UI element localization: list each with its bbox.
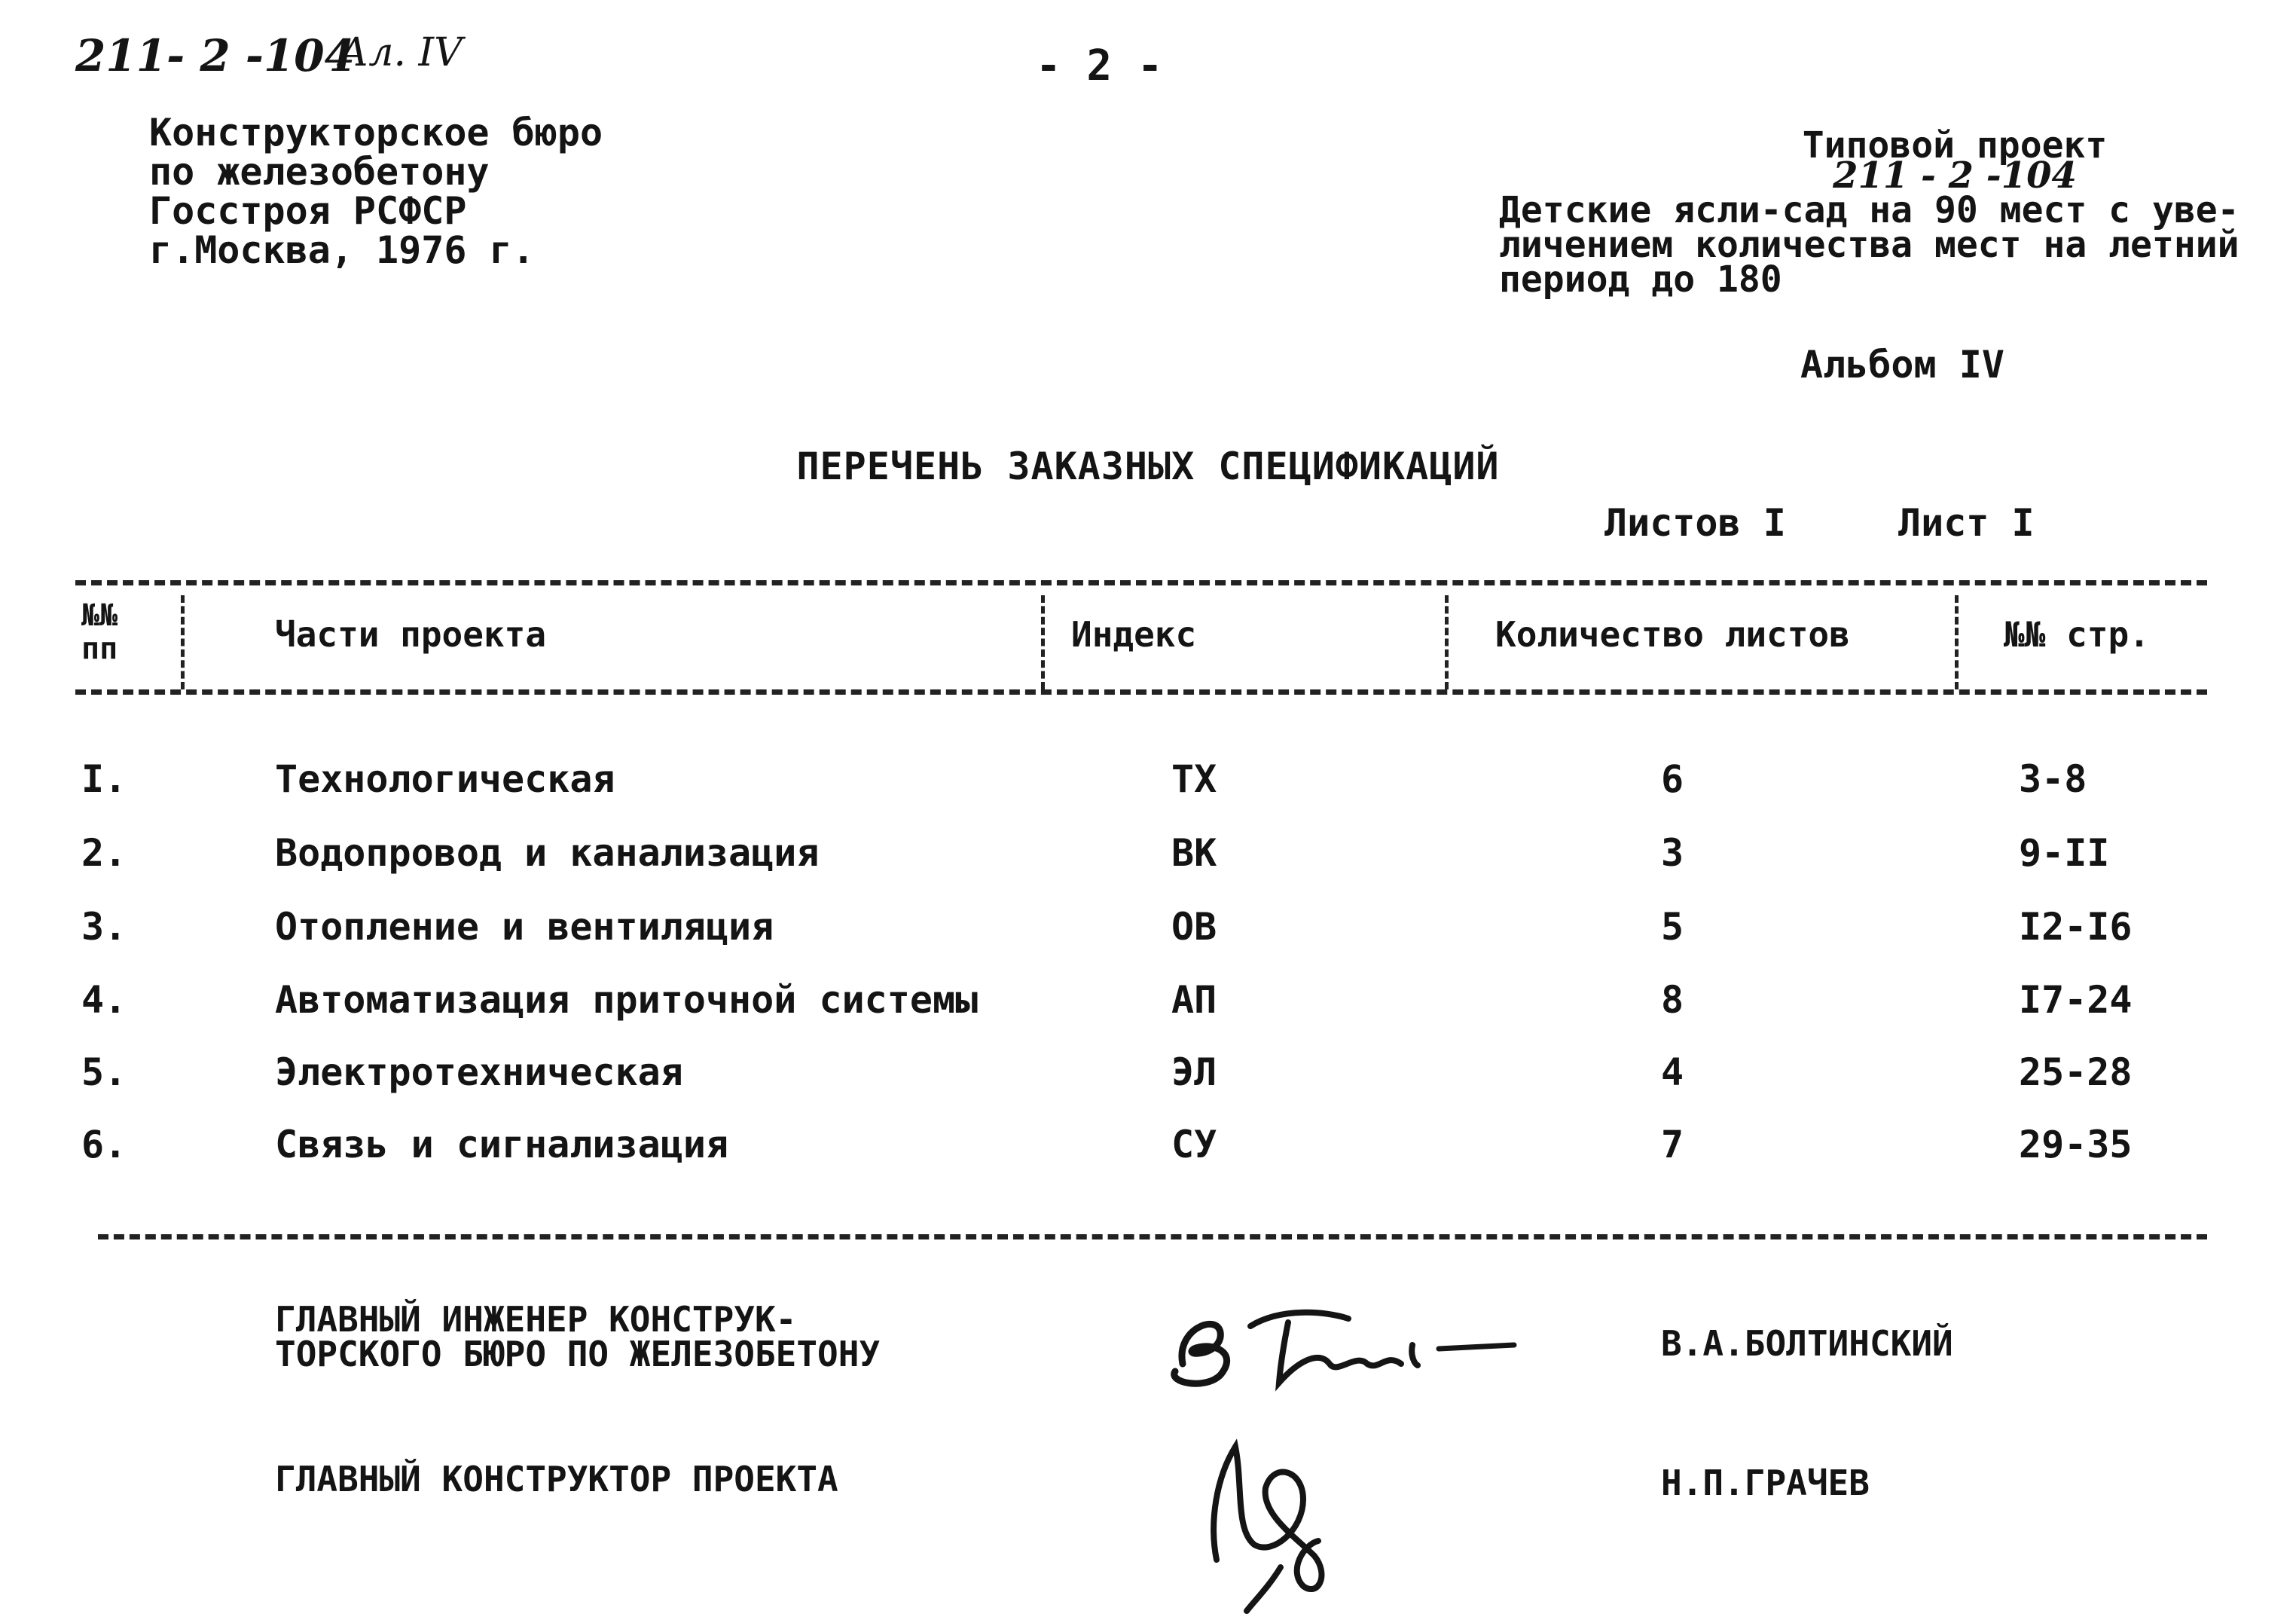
table-bottom-rule bbox=[98, 1234, 2207, 1239]
table-row: 6. Связь и сигнализация СУ 7 29-35 bbox=[81, 1123, 2133, 1166]
page-number: - 2 - bbox=[1036, 41, 1163, 90]
column-separator bbox=[1041, 595, 1045, 689]
signature-mark bbox=[1153, 1281, 1529, 1401]
col-header-qty: Количество листов bbox=[1495, 614, 1850, 655]
chief-designer-title: ГЛАВНЫЙ КОНСТРУКТОР ПРОЕКТА bbox=[275, 1459, 838, 1499]
project-block bbox=[1499, 124, 2260, 301]
chief-designer-name: Н.П.ГРАЧЕВ bbox=[1661, 1463, 1870, 1503]
bureau-line: по железобетону bbox=[149, 150, 490, 194]
document-code: 211- 2 -104 bbox=[75, 30, 356, 81]
chief-engineer-name: В.А.БОЛТИНСКИЙ bbox=[1661, 1323, 1953, 1364]
album-mark: Ал. IV bbox=[339, 30, 463, 75]
col-header-num: №№ пп bbox=[81, 598, 118, 666]
table-header-rule bbox=[75, 689, 2207, 695]
bureau-block bbox=[149, 113, 603, 270]
sheet-number: Лист I bbox=[1898, 501, 2035, 545]
album-label: Альбом IV bbox=[1800, 343, 2004, 387]
project-desc: Детские ясли-сад на 90 мест с уве- bbox=[1499, 189, 2240, 231]
table-top-rule bbox=[75, 580, 2207, 585]
project-number: 211 - 2 -104 bbox=[1833, 154, 2077, 197]
bureau-line: Госстроя РСФСР bbox=[149, 189, 467, 233]
table-row: I. Технологическая ТХ 6 3-8 bbox=[81, 757, 2087, 801]
project-desc: личением количества мест на летний bbox=[1499, 224, 2240, 266]
project-desc: период до 180 bbox=[1499, 258, 1782, 301]
signature-mark bbox=[1190, 1417, 1356, 1620]
bureau-line: г.Москва, 1976 г. bbox=[149, 228, 535, 272]
project-label: Типовой проект bbox=[1802, 124, 2108, 167]
col-header-part: Части проекта bbox=[275, 614, 547, 655]
table-row: 3. Отопление и вентиляция ОВ 5 I2-I6 bbox=[81, 905, 2133, 949]
bureau-line: Конструкторское бюро bbox=[149, 111, 603, 154]
table-row: 2. Водопровод и канализация ВК 3 9-II bbox=[81, 831, 2110, 875]
col-header-pages: №№ стр. bbox=[2004, 614, 2150, 655]
chief-engineer-title: ГЛАВНЫЙ ИНЖЕНЕР КОНСТРУК- ТОРСКОГО БЮРО ПО ЖЕЛЕЗОБЕТОНУ bbox=[275, 1299, 881, 1374]
sheets-count: Листов I bbox=[1604, 501, 1786, 545]
col-header-index: Индекс bbox=[1071, 614, 1197, 655]
column-separator bbox=[181, 595, 185, 689]
table-row: 4. Автоматизация приточной системы АП 8 I7-24 bbox=[81, 978, 2133, 1022]
column-separator bbox=[1955, 595, 1959, 689]
document-title: ПЕРЕЧЕНЬ ЗАКАЗНЫХ СПЕЦИФИКАЦИЙ bbox=[796, 445, 1500, 488]
table-row: 5. Электротехническая ЭЛ 4 25-28 bbox=[81, 1050, 2133, 1094]
column-separator bbox=[1445, 595, 1449, 689]
